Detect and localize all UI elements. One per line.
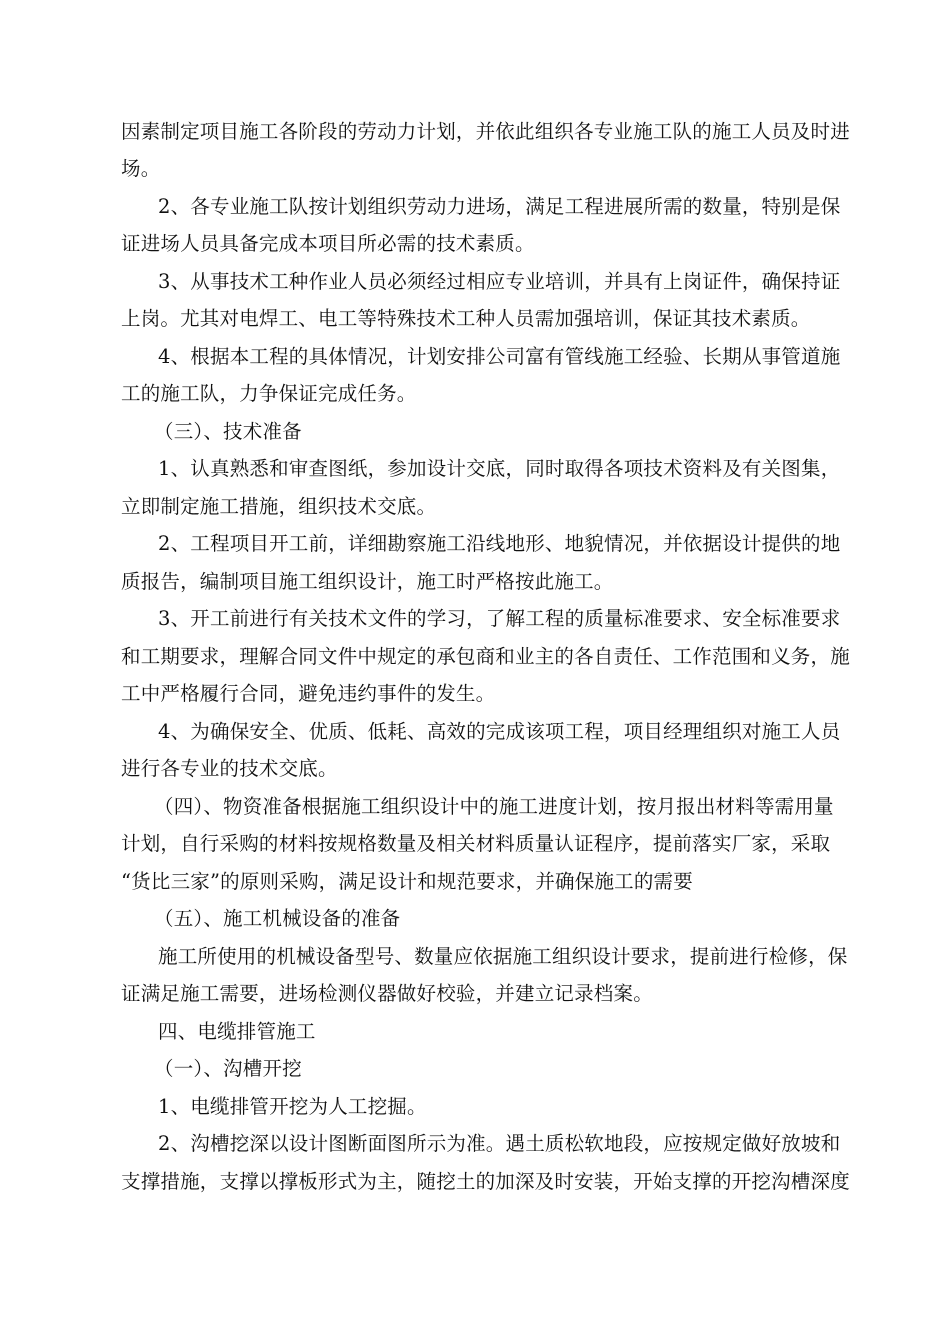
- text-line: 证满足施工需要，进场检测仪器做好校验，并建立记录档案。: [121, 982, 653, 1005]
- section-heading: （一）、沟槽开挖: [154, 1057, 302, 1080]
- text-line: 工中严格履行合同，避免违约事件的发生。: [121, 682, 496, 705]
- text-line: “货比三家”的原则采购，满足设计和规范要求，并确保施工的需要: [121, 870, 693, 893]
- text-line: 证进场人员具备完成本项目所必需的技术素质。: [121, 232, 535, 255]
- text-line: 立即制定施工措施，组织技术交底。: [121, 495, 437, 518]
- text-line: 2、各专业施工队按计划组织劳动力进场，满足工程进展所需的数量，特别是保: [158, 195, 841, 218]
- text-line: 质报告，编制项目施工组织设计，施工时严格按此施工。: [121, 570, 614, 593]
- text-line: 4、根据本工程的具体情况，计划安排公司富有管线施工经验、长期从事管道施: [158, 345, 841, 368]
- text-line: 2、工程项目开工前，详细勘察施工沿线地形、地貌情况，并依据设计提供的地: [158, 532, 841, 555]
- text-line: 1、电缆排管开挖为人工挖掘。: [158, 1095, 427, 1118]
- text-line: 4、为确保安全、优质、低耗、高效的完成该项工程，项目经理组织对施工人员: [158, 720, 841, 743]
- text-line: 1、认真熟悉和审查图纸，参加设计交底，同时取得各项技术资料及有关图集，: [158, 457, 841, 480]
- text-line: 和工期要求，理解合同文件中规定的承包商和业主的各自责任、工作范围和义务，施: [121, 645, 850, 668]
- text-line: 场。: [121, 157, 161, 180]
- text-line: 3、开工前进行有关技术文件的学习，了解工程的质量标准要求、安全标准要求: [158, 607, 841, 630]
- text-line: 3、从事技术工种作业人员必须经过相应专业培训，并具有上岗证件，确保持证: [158, 270, 841, 293]
- text-line: 施工所使用的机械设备型号、数量应依据施工组织设计要求，提前进行检修，保: [158, 945, 848, 968]
- text-line: 工的施工队，力争保证完成任务。: [121, 382, 417, 405]
- section-heading: 四、电缆排管施工: [158, 1020, 316, 1043]
- section-heading: （五）、施工机械设备的准备: [154, 907, 401, 930]
- text-line: 支撑措施，支撑以撑板形式为主，随挖土的加深及时安装，开始支撑的开挖沟槽深度: [121, 1170, 850, 1193]
- text-line: 进行各专业的技术交底。: [121, 757, 338, 780]
- text-line: 上岗。尤其对电焊工、电工等特殊技术工种人员需加强培训，保证其技术素质。: [121, 307, 811, 330]
- text-line: 计划，自行采购的材料按规格数量及相关材料质量认证程序，提前落实厂家，采取: [121, 832, 831, 855]
- section-heading: （四）、物资准备根据施工组织设计中的施工进度计划，按月报出材料等需用量: [154, 795, 834, 818]
- text-line: 2、沟槽挖深以设计图断面图所示为准。遇土质松软地段，应按规定做好放坡和: [158, 1132, 841, 1155]
- section-heading: （三）、技术准备: [154, 420, 302, 443]
- text-line: 因素制定项目施工各阶段的劳动力计划，并依此组织各专业施工队的施工人员及时进: [121, 120, 850, 143]
